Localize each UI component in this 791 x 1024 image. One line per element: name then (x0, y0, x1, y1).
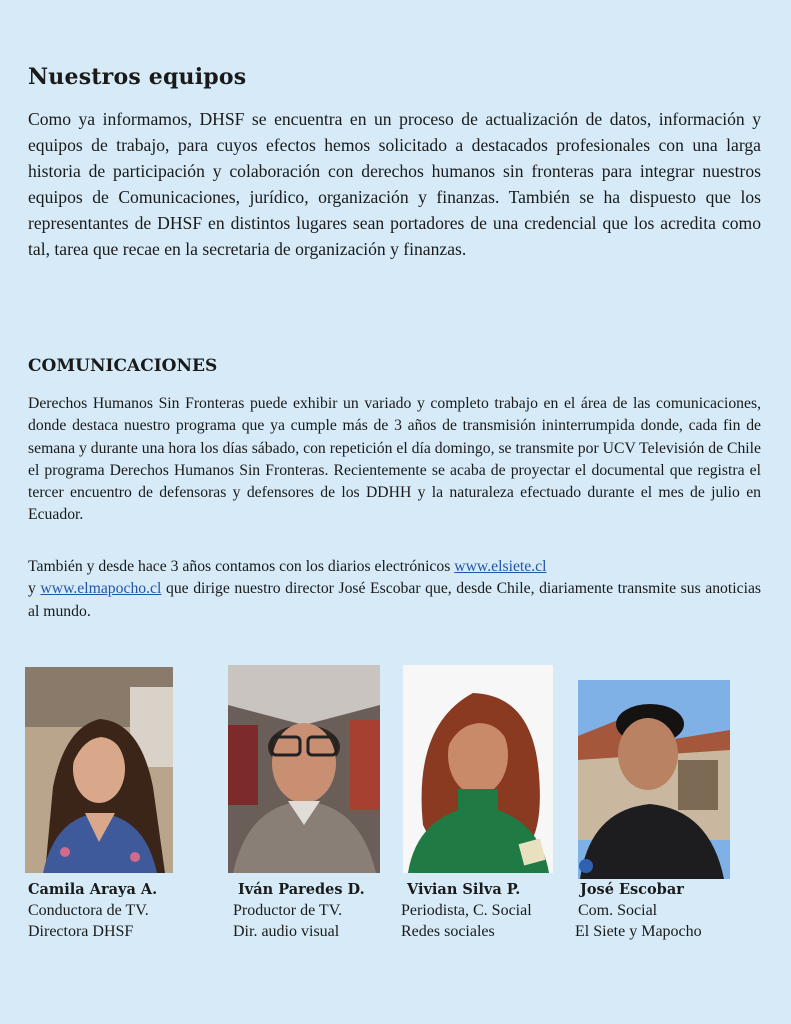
member-name: Camila Araya A. (28, 881, 158, 898)
member-role: Periodista, C. Social (401, 902, 532, 919)
member-role: Redes sociales (401, 923, 495, 940)
member-role: Directora DHSF (28, 923, 134, 940)
team-member-jose (575, 879, 702, 942)
team-member-camila (28, 879, 157, 942)
member-role: El Siete y Mapocho (575, 923, 702, 940)
photo-jose (578, 680, 730, 879)
section-paragraph: Derechos Humanos Sin Fronteras puede exhibir un variado y completo trabajo en el área de las comunicaciones, donde destaca nuestro programa que ya cumple más de 3 años de transmisión ininterrumpida donde, cada fin de semana y durante una hora los días sábado, con repetición el día domingo, se transmite por UCV Televisión de Chile el programa Derechos Humanos Sin Fronteras. Recientemente se acaba de proyectar el documental que registra el tercer encuentro de defensoras y defensores de los DDHH y la naturaleza efectuado durante el mes de julio en Ecuador. (28, 395, 761, 524)
member-name: José Escobar (580, 881, 684, 898)
portrait-ivan-image (228, 665, 380, 873)
member-role: Com. Social (578, 902, 658, 919)
link-elsiete[interactable]: www.elsiete.cl (454, 558, 547, 575)
paragraph-text: También y desde hace 3 años contamos con los diarios electrónicos (28, 558, 451, 575)
team-member-vivian (401, 879, 532, 942)
portrait-camila-image (25, 667, 173, 873)
member-name: Vivian Silva P. (407, 881, 521, 898)
section-heading: COMUNICACIONES (28, 356, 218, 376)
section-paragraph-links (28, 556, 761, 623)
link-elmapocho[interactable]: www.elmapocho.cl (40, 580, 162, 598)
member-role: Dir. audio visual (233, 923, 340, 940)
photo-vivian (403, 665, 553, 873)
page-title: Nuestros equipos (28, 64, 247, 90)
photo-camila (25, 667, 173, 873)
portrait-jose-image (578, 680, 730, 879)
team-member-ivan (233, 879, 365, 942)
portrait-vivian-image (403, 665, 553, 873)
intro-paragraph: Como ya informamos, DHSF se encuentra en un proceso de actualización de datos, información y equipos de trabajo, para cuyos efectos hemos solicitado a destacados profesionales con una larga historia de participación y colaboración con derechos humanos sin fronteras para integrar nuestros equipos de Comunicaciones, jurídico, organización y finanzas. También se ha dispuesto que los representantes de DHSF en distintos lugares sean portadores de una credencial que los acredita como tal, tarea que recae en la secretaria de organización y finanzas. (28, 109, 761, 260)
photo-ivan (228, 665, 380, 873)
member-name: Iván Paredes D. (238, 881, 365, 898)
paragraph-text: y (28, 580, 36, 598)
paragraph-text: que dirige nuestro director José Escobar que, desde Chile, diariamente transmite sus anoticias al mundo. (28, 580, 762, 620)
member-role: Conductora de TV. (28, 902, 149, 919)
member-role: Productor de TV. (233, 902, 343, 919)
